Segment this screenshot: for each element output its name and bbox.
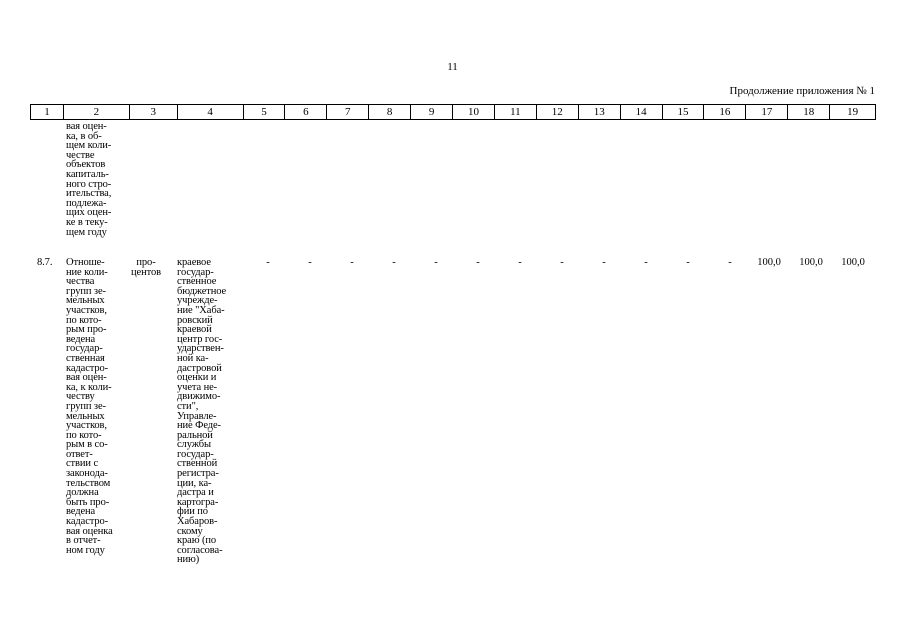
row-87-col-5: - <box>266 257 270 268</box>
row-87-col-11: - <box>518 257 522 268</box>
row-87-col-12: - <box>560 257 564 268</box>
row-87-col-19: 100,0 <box>841 257 865 268</box>
header-col-6: 6 <box>284 105 326 119</box>
header-col-3: 3 <box>129 105 177 119</box>
row-87-col-10: - <box>476 257 480 268</box>
row-87-col-9: - <box>434 257 438 268</box>
row-87-number: 8.7. <box>37 257 53 268</box>
continuation-label: Продолжение приложения № 1 <box>729 85 875 97</box>
row-87-col-15: - <box>686 257 690 268</box>
header-col-19: 19 <box>829 105 875 119</box>
row-87-col-13: - <box>602 257 606 268</box>
row-87-indicator-text: Отноше- ние коли- чества групп зе- мельных участков, по кото- рым про- ведена государ- ственная кадастро- вая оцен- ка, к коли- честву групп зе- мельных участков, по кото- рым в со- ответ- ствии с законода- тельством должна быть про- ведена кадастро- вая оценка в отчет- ном году <box>66 257 113 556</box>
row-87-col-14: - <box>644 257 648 268</box>
row-87-col-6: - <box>308 257 312 268</box>
row-87-responsible: краевое государ- ственное бюджетное учрежде- ние "Хаба- ровский краевой центр гос- ударствен- ной ка- дастровой оценки и учета не- движимо- сти", Управле- ние Феде- ральной службы государ- ственной регистра- ции, ка- дастра и картогра- фии по Хабаров- скому краю (по согласова- нию) <box>177 257 227 566</box>
row-87-col-17: 100,0 <box>757 257 781 268</box>
header-col-5: 5 <box>243 105 285 119</box>
row-87-unit: про- центов <box>131 257 161 278</box>
page-number: 11 <box>447 61 458 73</box>
header-col-7: 7 <box>326 105 368 119</box>
row-87-col-7: - <box>350 257 354 268</box>
row-87-col-18: 100,0 <box>799 257 823 268</box>
row-87-col-8: - <box>392 257 396 268</box>
header-col-11: 11 <box>494 105 536 119</box>
header-col-9: 9 <box>410 105 452 119</box>
header-col-18: 18 <box>787 105 829 119</box>
header-col-8: 8 <box>368 105 410 119</box>
header-col-12: 12 <box>536 105 578 119</box>
table-header-row <box>30 104 876 120</box>
header-col-17: 17 <box>745 105 787 119</box>
header-col-15: 15 <box>662 105 704 119</box>
header-col-13: 13 <box>578 105 620 119</box>
header-col-14: 14 <box>620 105 662 119</box>
header-col-10: 10 <box>452 105 494 119</box>
cont-row-indicator-text: вая оцен- ка, в об- щем коли- честве объектов капиталь- ного стро- ительства, подлежа- щих оцен- ке в теку- щем году <box>66 121 112 238</box>
header-col-4: 4 <box>177 105 243 119</box>
header-col-2: 2 <box>63 105 129 119</box>
header-col-16: 16 <box>703 105 745 119</box>
header-col-1: 1 <box>44 106 50 118</box>
row-87-col-16: - <box>728 257 732 268</box>
